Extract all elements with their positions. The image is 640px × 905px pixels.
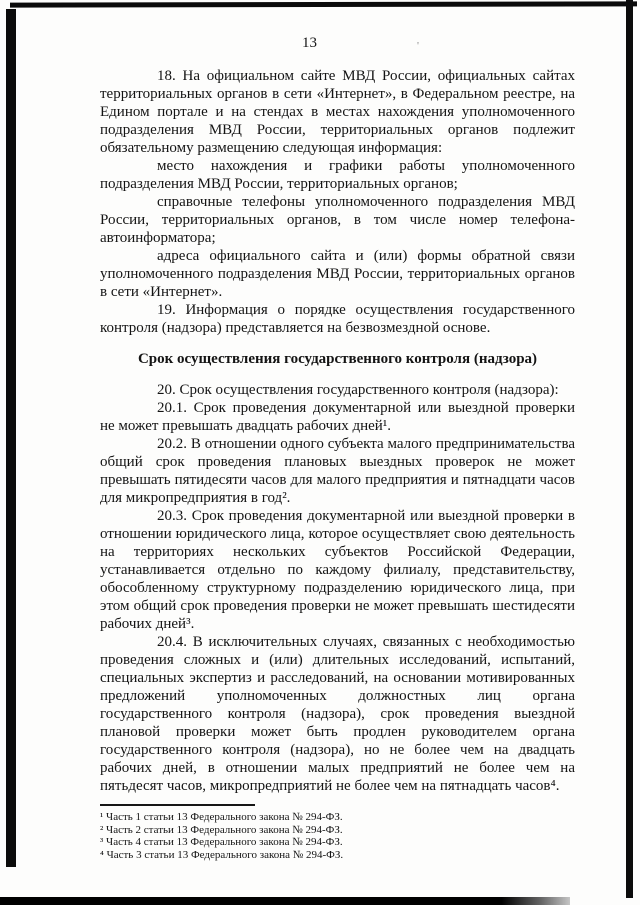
- footnotes-block: [100, 804, 575, 861]
- footnote-4: ⁴ Часть 3 статьи 13 Федерального закона № 294-ФЗ.: [100, 848, 344, 861]
- section-heading: Срок осуществления государственного контроля (надзора): [137, 351, 538, 367]
- scan-edge-top: [10, 1, 637, 7]
- paragraph-20-1: 20.1. Срок проведения документарной или выездной проверки не может превышать двадцать рабочих дней¹.: [100, 400, 575, 434]
- footnote-separator: [100, 804, 255, 806]
- paragraph-18: 18. На официальном сайте МВД России, официальных сайтах территориальных органов в сети «Интернет», в Федеральном реестре, на Едином портале и на стендах в местах нахождения уполномоченного подразделения МВД России, территориальных органов подлежит обязательному размещению следующая информация:: [100, 68, 575, 156]
- footnote-3: ³ Часть 4 статьи 13 Федерального закона № 294-ФЗ.: [100, 836, 343, 848]
- footnote-2: ² Часть 2 статьи 13 Федерального закона № 294-ФЗ.: [100, 823, 343, 836]
- scan-edge-left: [6, 9, 16, 867]
- paragraph-19: 19. Информация о порядке осуществления государственного контроля (надзора) представляется на безвозмездной основе.: [100, 302, 575, 336]
- page-content: [100, 34, 575, 861]
- scan-edge-bottom: [0, 897, 570, 905]
- list-item-phones: справочные телефоны уполномоченного подразделения МВД России, территориальных органов, в том числе номер телефона-автоинформатора;: [100, 194, 575, 246]
- paragraph-20: 20. Срок осуществления государственного контроля (надзора):: [157, 382, 559, 398]
- paragraph-20-2: 20.2. В отношении одного субъекта малого предпринимательства общий срок проведения плановых выездных проверок не может превышать пятидесяти часов для малого предприятия и пятнадцати часов для микропредприятия в год².: [100, 436, 575, 506]
- list-item-site-feedback: адреса официального сайта и (или) формы обратной связи уполномоченного подразделения МВД России, территориальных органов в сети «Интернет».: [100, 248, 575, 300]
- paragraph-20-4: 20.4. В исключительных случаях, связанных с необходимостью проведения сложных и (или) длительных исследований, испытаний, специальных экспертиз и расследований, на основании мотивированных предложений уполномоченных должностных лиц органа государственного контроля (надзора), срок проведения выездной плановой проверки может быть продлен руководителем органа государственного контроля (надзора), но не более чем на двадцать рабочих дней, в отношении малых предприятий не более чем на пятьдесят часов, микропредприятий не более чем на пятнадцать часов⁴.: [100, 634, 575, 794]
- paragraph-20-3: 20.3. Срок проведения документарной или выездной проверки в отношении юридического лица, которое осуществляет свою деятельность на территориях нескольких субъектов Российской Федерации, устанавливается отдельно по каждому филиалу, представительству, обособленному структурному подразделению юридического лица, при этом общий срок проведения проверки не может превышать шестидесяти рабочих дней³.: [100, 508, 575, 632]
- list-item-location-schedule: место нахождения и графики работы уполномоченного подразделения МВД России, территориальных органов;: [100, 158, 575, 192]
- scan-noise-mark: ': [417, 40, 419, 52]
- scan-edge-right: [626, 0, 633, 898]
- footnote-1: ¹ Часть 1 статьи 13 Федерального закона № 294-ФЗ.: [100, 811, 343, 823]
- page-number: 13: [302, 35, 317, 51]
